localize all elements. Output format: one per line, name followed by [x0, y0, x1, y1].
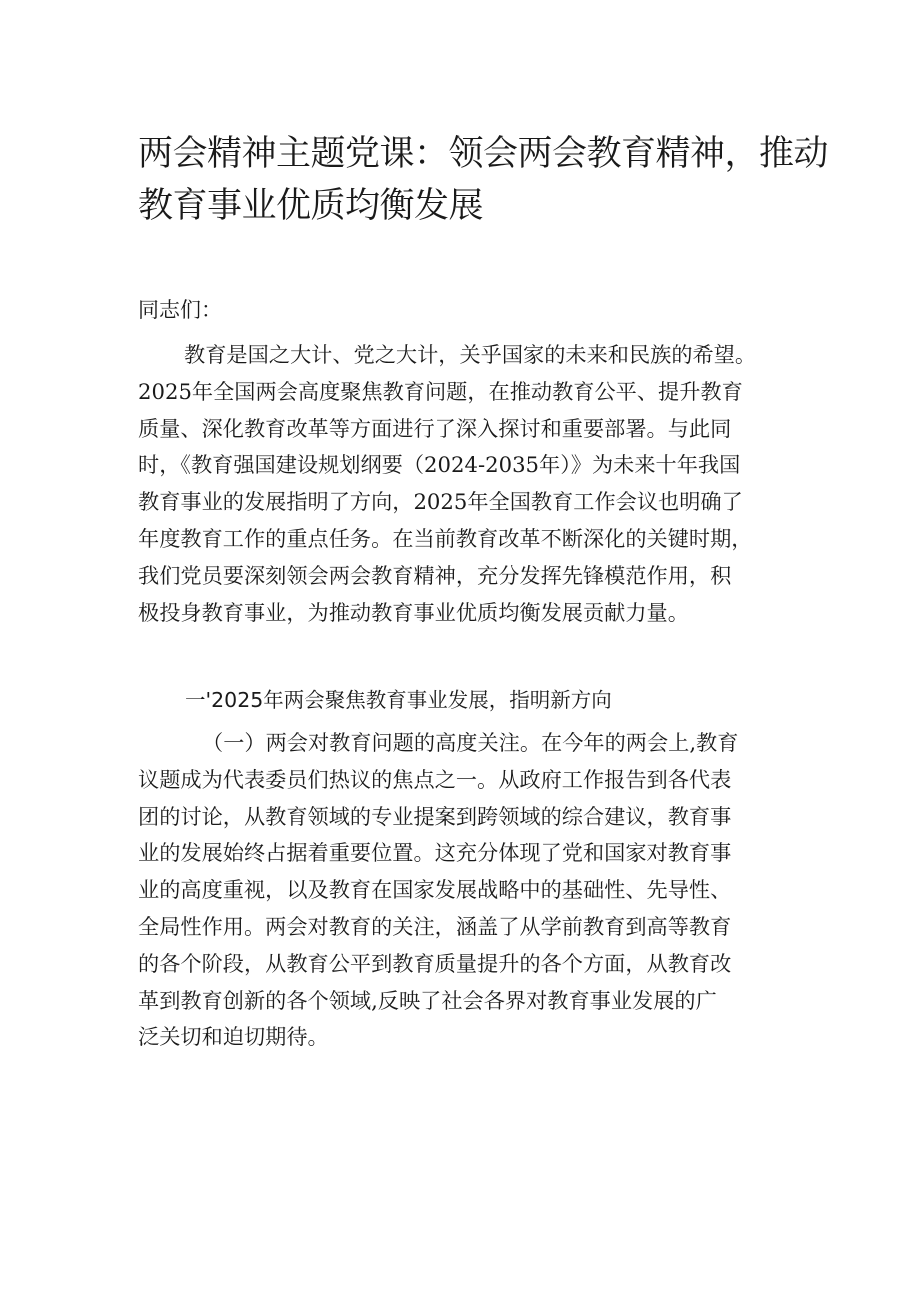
title-line: 两会精神主题党课：领会两会教育精神，推动 — [138, 134, 829, 174]
paragraph-line: 2025年全国两会高度聚焦教育问题，在推动教育公平、提升教育 — [138, 378, 743, 404]
paragraph-line: 议题成为代表委员们热议的焦点之一。从政府工作报告到各代表 — [138, 766, 732, 792]
paragraph-line: 革到教育创新的各个领域,反映了社会各界对教育事业发展的广 — [138, 987, 717, 1013]
paragraph-line: 教育是国之大计、党之大计，关乎国家的未来和民族的希望。 — [184, 342, 757, 367]
paragraph-line: 的各个阶段，从教育公平到教育质量提升的各个方面，从教育改 — [138, 950, 732, 976]
paragraph-line: 全局性作用。两会对教育的关注，涵盖了从学前教育到高等教育 — [138, 913, 732, 939]
paragraph-line: 团的讨论，从教育领域的专业提案到跨领域的综合建议，教育事 — [138, 803, 732, 829]
paragraph-line: 我们党员要深刻领会两会教育精神，充分发挥先锋模范作用，积 — [138, 562, 732, 588]
paragraph-line: （一）两会对教育问题的高度关注。在今年的两会上,教育 — [202, 730, 739, 755]
paragraph-line: 教育事业的发展指明了方向，2025年全国教育工作会议也明确了 — [138, 489, 743, 515]
document-title — [138, 128, 829, 232]
salutation: 同志们： — [138, 298, 222, 322]
paragraph-line: 极投身教育事业，为推动教育事业优质均衡发展贡献力量。 — [138, 599, 689, 625]
paragraph-line: 业的发展始终占据着重要位置。这充分体现了党和国家对教育事 — [138, 840, 732, 866]
paragraph-line: 泛关切和迫切期待。 — [138, 1024, 329, 1050]
paragraph-line: 年度教育工作的重点任务。在当前教育改革不断深化的关键时期， — [138, 525, 753, 551]
paragraph-line: 业的高度重视，以及教育在国家发展战略中的基础性、先导性、 — [138, 877, 732, 903]
paragraph-line: 时，《教育强国建设规划纲要（2024-2035年）》为未来十年我国 — [138, 452, 741, 478]
paragraph-section-1 — [138, 725, 828, 1056]
paragraph-line: 质量、深化教育改革等方面进行了深入探讨和重要部署。与此同 — [138, 415, 732, 441]
paragraph-intro — [138, 337, 828, 631]
title-line: 教育事业优质均衡发展 — [138, 186, 484, 226]
section-heading: 一'2025年两会聚焦教育事业发展，指明新方向 — [185, 688, 612, 712]
